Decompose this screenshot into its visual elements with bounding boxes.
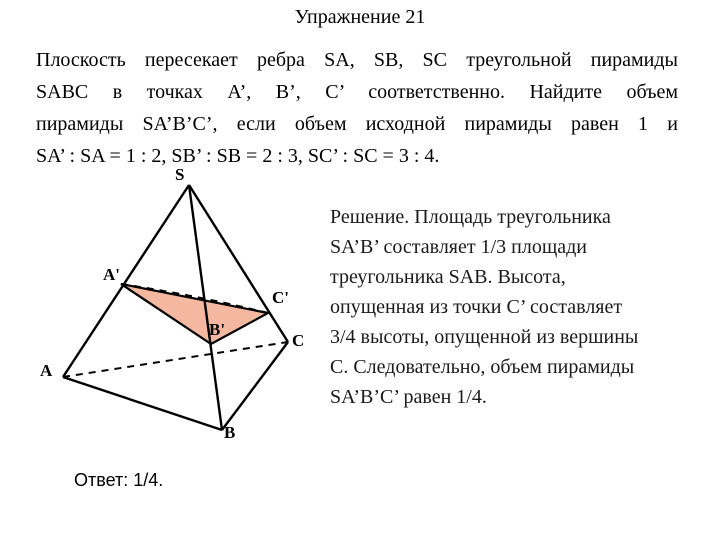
edge-ac-hidden [63, 342, 288, 377]
point-label-a1: A' [103, 265, 120, 284]
vertex-label-b: B [224, 423, 236, 442]
solution-line: SA’B’C’ равен 1/4. [330, 386, 487, 408]
solution-line: Решение. Площадь треугольника [330, 206, 611, 228]
edge-ab [63, 377, 222, 430]
solution-line: SA’B’ составляет 1/3 площади [330, 236, 588, 258]
section-triangle [121, 284, 268, 344]
solution-line: C. Следовательно, объем пирамиды [330, 356, 635, 378]
answer-text: Ответ: 1/4. [74, 470, 164, 490]
point-label-c1: C' [272, 288, 289, 307]
vertex-label-c: C [292, 331, 305, 350]
vertex-label-a: A [40, 361, 53, 380]
problem-line-4: SA’ : SA = 1 : 2, SB’ : SB = 2 : 3, SC’ : SC = 3 : 4. [36, 145, 440, 167]
problem-line-3: пирамиды SA’B’C’, если объем исходной пирамиды равен 1 и [36, 113, 678, 135]
solution-line: треугольника SAB. Высота, [330, 266, 566, 288]
problem-line-1: Плоскость пересекает ребра SA, SB, SC треугольной пирамиды [36, 49, 678, 71]
edge-bc [222, 342, 288, 430]
vertex-label-s: S [175, 165, 185, 184]
solution-line: опущенная из точки C’ составляет [330, 296, 623, 318]
solution-line: 3/4 высоты, опущенной из вершины [330, 326, 639, 348]
exercise-title: Упражнение 21 [294, 6, 426, 28]
edge-sa [63, 185, 189, 377]
solution-text [330, 202, 710, 412]
problem-line-2: SABC в точках A’, B’, C’ соответственно. Найдите объем [36, 81, 678, 103]
point-label-b1: B' [209, 320, 226, 339]
